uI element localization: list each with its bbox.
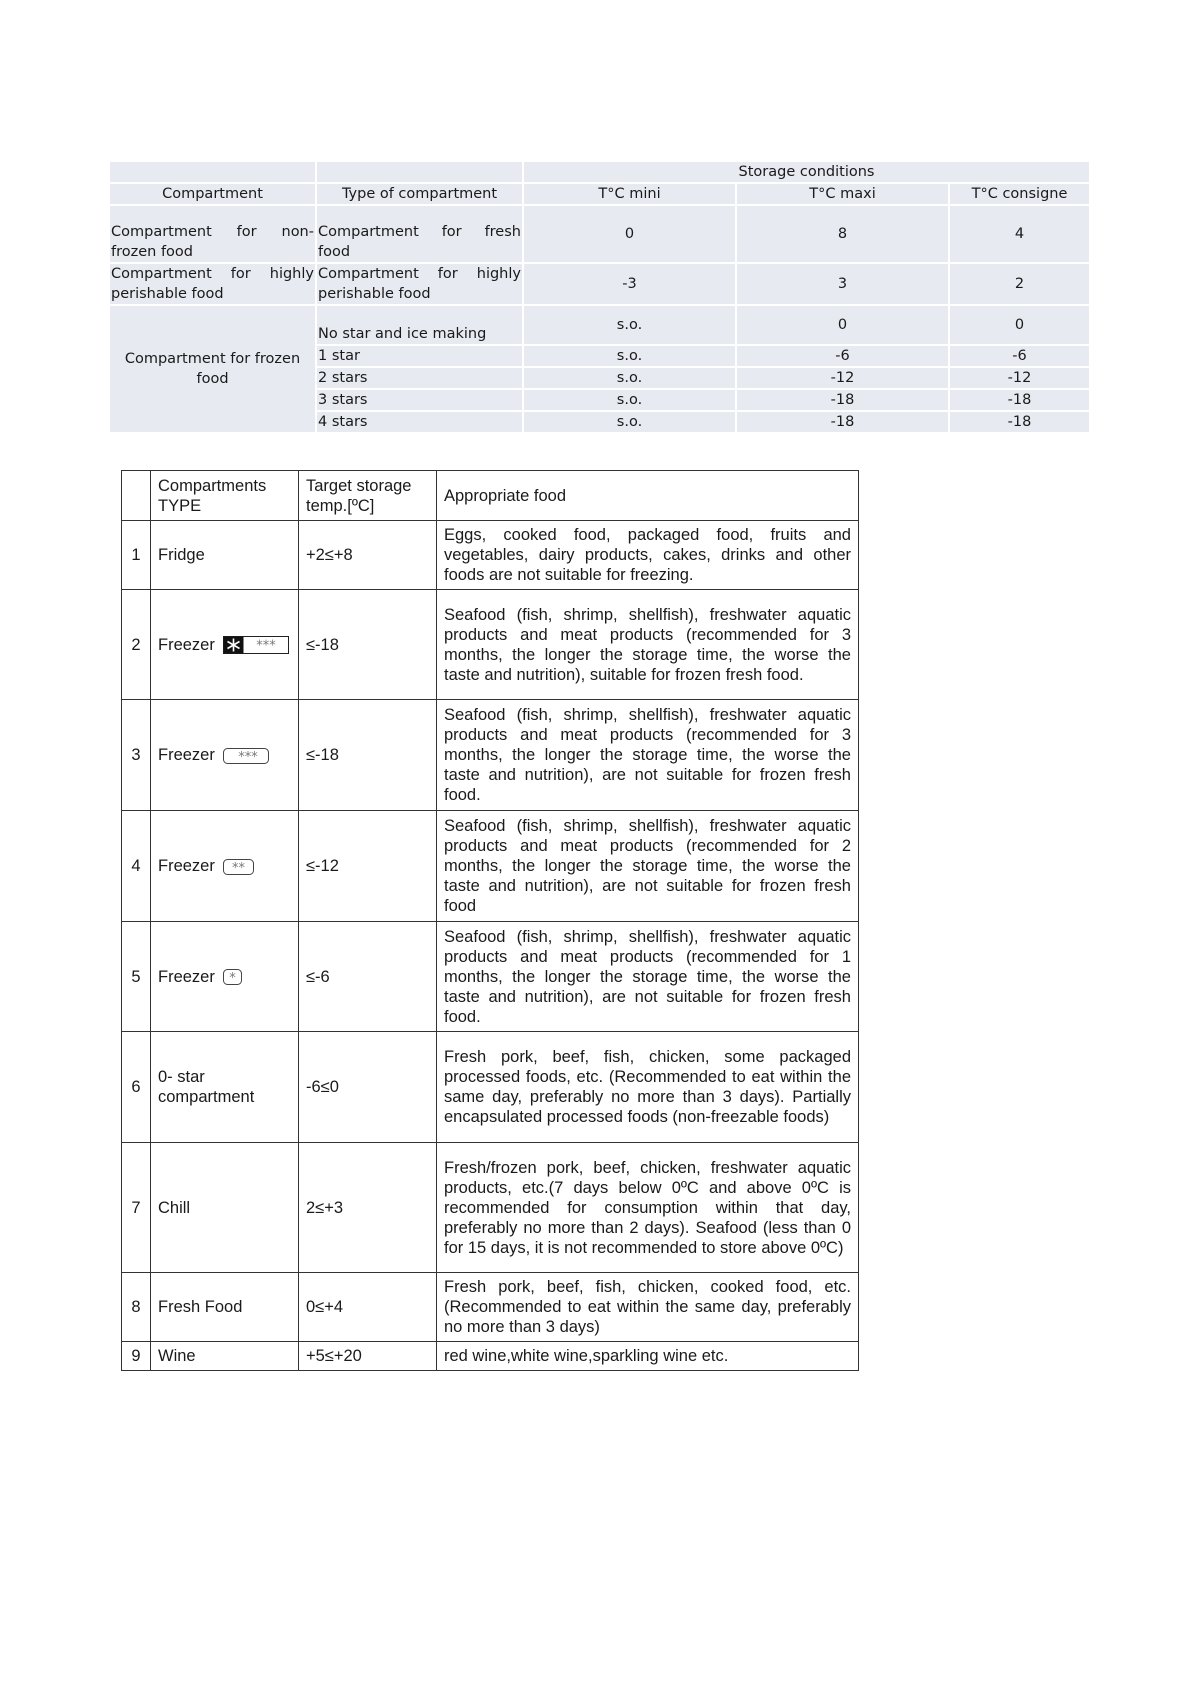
t-set-header: T°C consigne (950, 184, 1089, 204)
appropriate-food-header: Appropriate food (437, 471, 859, 521)
compartment-type: Chill (151, 1143, 299, 1273)
row-number: 6 (122, 1032, 151, 1143)
compartment-type: 0- star compartment (151, 1032, 299, 1143)
compartment-type: Wine (151, 1342, 299, 1371)
frozen-t-min-3: s.o. (524, 390, 735, 410)
frozen-type-3: 3 stars (317, 390, 522, 410)
perishable-t-set: 2 (950, 264, 1089, 304)
appropriate-food: Fresh/frozen pork, beef, chicken, freshwater aquatic products, etc.(7 days below 0ºC and above 0ºC is recommended for consumption within that day, preferably no more than 2 days). Seafood (less than 0 for 15 days, it is not recommended to store above 0ºC) (437, 1143, 859, 1273)
frozen-t-max-3: -18 (737, 390, 948, 410)
frozen-compartment-cell: Compartment for frozen food (110, 306, 315, 432)
table-row (122, 590, 859, 700)
frozen-t-min-4: s.o. (524, 412, 735, 432)
table-row (122, 700, 859, 811)
compartment-type-cell (151, 590, 299, 700)
appropriate-food: Eggs, cooked food, packaged food, fruits and vegetables, dairy products, cakes, drinks and other foods are not suitable for freezing. (437, 521, 859, 590)
frozen-type-4: 4 stars (317, 412, 522, 432)
perishable-type-cell: Compartment for highly perishable food (318, 266, 521, 302)
table-row (122, 1342, 859, 1371)
frozen-t-max-2: -12 (737, 368, 948, 388)
frozen-type-0: No star and ice making (317, 306, 522, 344)
svg-text:***: *** (256, 638, 277, 654)
table-row (122, 1273, 859, 1342)
frozen-t-set-4: -18 (950, 412, 1089, 432)
appropriate-food: Fresh pork, beef, fish, chicken, some packaged processed foods, etc. (Recommended to eat within the same day, preferably no more than 3 days). Partially encapsulated processed foods (non-freezable foods) (437, 1032, 859, 1143)
perishable-compartment-cell: Compartment for highly perishable food (111, 266, 314, 302)
compartment-type: Fridge (151, 521, 299, 590)
frozen-t-set-2: -12 (950, 368, 1089, 388)
compartment-type-cell (151, 811, 299, 922)
svg-text:***: *** (238, 749, 259, 765)
compartment-header: Compartment (110, 184, 315, 204)
target-temp: +2≤+8 (299, 521, 437, 590)
table-row (122, 922, 859, 1032)
t-min-header: T°C mini (524, 184, 735, 204)
row-number: 1 (122, 521, 151, 590)
compartment-type: Freezer (158, 746, 215, 764)
nonfrozen-compartment-cell: Compartment for non- frozen food (110, 206, 315, 262)
appropriate-food: Seafood (fish, shrimp, shellfish), freshwater aquatic products and meat products (recommended for 1 months, the longer the storage time, the worse the taste and nutrition), are not suitable for frozen fresh food. (437, 922, 859, 1032)
frozen-t-min-1: s.o. (524, 346, 735, 366)
target-temp: ≤-18 (299, 700, 437, 811)
compartment-type: Freezer (158, 967, 215, 986)
svg-text:*: * (229, 971, 237, 987)
svg-text:**: ** (232, 860, 246, 876)
row-number: 9 (122, 1342, 151, 1371)
frozen-t-max-0: 0 (737, 306, 948, 344)
compartment-food-table (121, 470, 859, 1371)
appropriate-food: Seafood (fish, shrimp, shellfish), freshwater aquatic products and meat products (recommended for 3 months, the longer the storage time, the worse the taste and nutrition), are not suitable for frozen fresh food. (437, 700, 859, 811)
perishable-t-min: -3 (524, 264, 735, 304)
nonfrozen-t-max: 8 (737, 206, 948, 262)
three-star-freezer-icon (223, 747, 269, 765)
row-number: 8 (122, 1273, 151, 1342)
compartment-type: Freezer (158, 635, 215, 654)
table-row (122, 811, 859, 922)
frozen-t-set-0: 0 (950, 306, 1089, 344)
frozen-t-max-4: -18 (737, 412, 948, 432)
target-temp: 2≤+3 (299, 1143, 437, 1273)
target-temp: -6≤0 (299, 1032, 437, 1143)
nonfrozen-type-cell: Compartment for fresh food (317, 206, 522, 262)
table-row (122, 1143, 859, 1273)
frozen-type-1: 1 star (317, 346, 522, 366)
row-number: 2 (122, 590, 151, 700)
row-number: 4 (122, 811, 151, 922)
one-star-freezer-icon (223, 968, 242, 986)
compartment-type-cell (151, 700, 299, 811)
perishable-t-max: 3 (737, 264, 948, 304)
table-row (122, 521, 859, 590)
target-temp: ≤-6 (299, 922, 437, 1032)
target-temp: 0≤+4 (299, 1273, 437, 1342)
compartment-type: Freezer (158, 857, 215, 875)
storage-conditions-header: Storage conditions (524, 162, 1089, 182)
four-star-freezer-icon (223, 636, 289, 654)
appropriate-food: Seafood (fish, shrimp, shellfish), freshwater aquatic products and meat products (recommended for 3 months, the longer the storage time, the worse the taste and nutrition), suitable for frozen fresh food. (437, 590, 859, 700)
appropriate-food: Fresh pork, beef, fish, chicken, cooked food, etc. (Recommended to eat within the same day, preferably no more than 3 days) (437, 1273, 859, 1342)
frozen-t-max-1: -6 (737, 346, 948, 366)
nonfrozen-t-set: 4 (950, 206, 1089, 262)
target-temp-header: Target storage temp.[ºC] (299, 471, 437, 521)
compartment-type-cell (151, 922, 299, 1032)
frozen-t-set-1: -6 (950, 346, 1089, 366)
row-number: 5 (122, 922, 151, 1032)
nonfrozen-t-min: 0 (524, 206, 735, 262)
two-star-freezer-icon (223, 858, 254, 876)
frozen-type-2: 2 stars (317, 368, 522, 388)
table-row (122, 1032, 859, 1143)
appropriate-food: Seafood (fish, shrimp, shellfish), freshwater aquatic products and meat products (recommended for 2 months, the longer the storage time, the worse the taste and nutrition), are not suitable for frozen fresh food (437, 811, 859, 922)
compartment-type: Fresh Food (151, 1273, 299, 1342)
row-number: 7 (122, 1143, 151, 1273)
compartment-type-header: Compartments TYPE (151, 471, 299, 521)
target-temp: ≤-12 (299, 811, 437, 922)
frozen-t-set-3: -18 (950, 390, 1089, 410)
type-header: Type of compartment (317, 184, 522, 204)
target-temp: +5≤+20 (299, 1342, 437, 1371)
appropriate-food: red wine,white wine,sparkling wine etc. (437, 1342, 859, 1371)
t-max-header: T°C maxi (737, 184, 948, 204)
row-number: 3 (122, 700, 151, 811)
target-temp: ≤-18 (299, 590, 437, 700)
frozen-t-min-2: s.o. (524, 368, 735, 388)
frozen-t-min-0: s.o. (524, 306, 735, 344)
storage-conditions-table (108, 160, 1091, 434)
